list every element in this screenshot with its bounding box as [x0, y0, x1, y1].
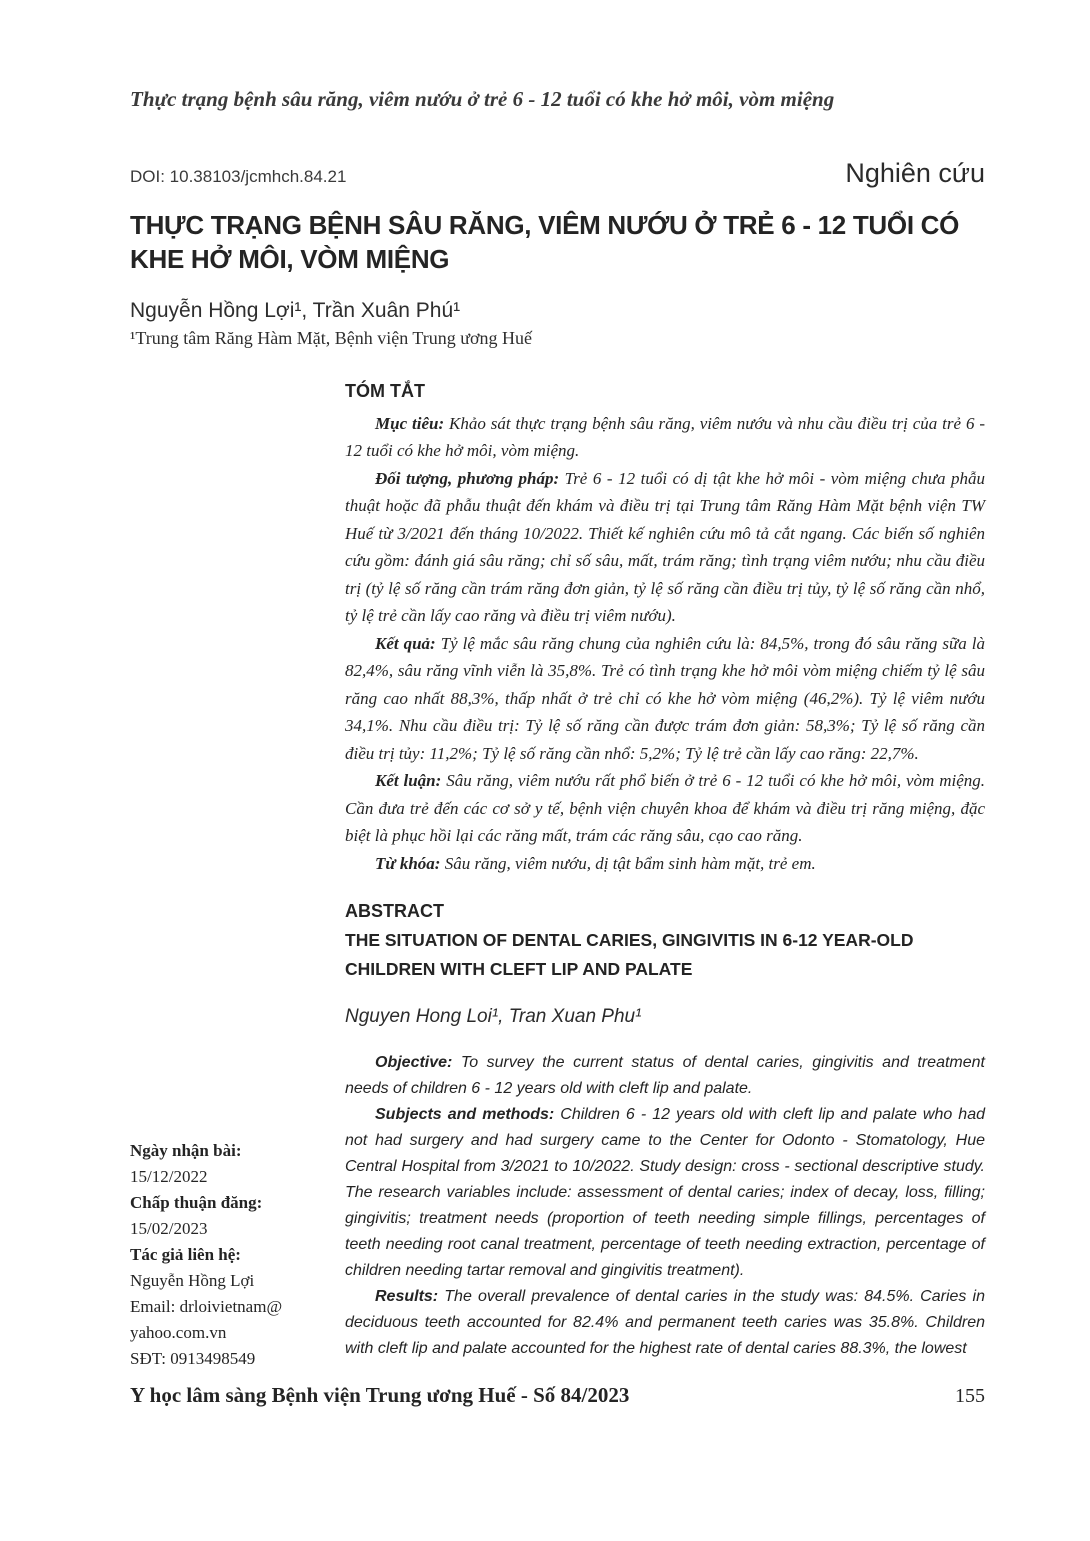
accepted-label: Chấp thuận đăng:: [130, 1193, 263, 1212]
paragraph-label: Kết luận:: [375, 771, 442, 791]
tomtat-paragraph-objective: [345, 410, 985, 465]
tomtat-paragraph-keywords: [345, 850, 985, 878]
doi-row: [130, 158, 985, 189]
article-title: THỰC TRẠNG BỆNH SÂU RĂNG, VIÊM NƯỚU Ở TRẺ 6 - 12 TUỔI CÓ KHE HỞ MÔI, VÒM MIỆNG: [130, 210, 960, 274]
paragraph-text: Children 6 - 12 years old with cleft lip and palate who had not had surgery and had surgery came to the Center for Odonto - Stomatology, Hue Central Hospital from 3/2021 to 10/2022. Study design: cross - sectional descriptive study. The research variables include: assessment of dental caries; index of decay, loss, filling; gingivitis; treatment needs (proportion of teeth needing simple fillings, percentages of teeth needing root canal treatment, percentage of teeth needing extraction, percentage of children needing tartar removal and gingivitis treatment).: [345, 1106, 985, 1280]
phone-number: SĐT: 0913498549: [130, 1349, 256, 1368]
tomtat-heading: TÓM TẮT: [345, 380, 425, 401]
paragraph-label: Từ khóa:: [375, 853, 441, 873]
abstract-english-title: THE SITUATION OF DENTAL CARIES, GINGIVITIS IN 6-12 YEAR-OLD CHILDREN WITH CLEFT LIP AND PALATE: [345, 930, 914, 980]
received-label: Ngày nhận bài:: [130, 1141, 242, 1160]
abstract-paragraph-results: [345, 1284, 985, 1362]
corresponding-author-label: Tác giả liên hệ:: [130, 1245, 241, 1264]
abstract-paragraph-methods: [345, 1102, 985, 1284]
abstract-heading: ABSTRACT: [345, 901, 444, 922]
tomtat-paragraph-conclusion: [345, 767, 985, 850]
section-label: Nghiên cứu: [845, 158, 985, 188]
paragraph-text: Sâu răng, viêm nướu, dị tật bẩm sinh hàm mặt, trẻ em.: [444, 853, 816, 873]
paragraph-label: Mục tiêu:: [375, 413, 445, 433]
paragraph-label: Kết quả:: [375, 633, 436, 653]
corresponding-author-name: Nguyễn Hồng Lợi: [130, 1271, 255, 1290]
abstract-paragraph-objective: [345, 1050, 985, 1102]
received-date: 15/12/2022: [130, 1167, 208, 1186]
paragraph-label: Subjects and methods:: [375, 1106, 555, 1124]
paragraph-text: Tỷ lệ mắc sâu răng chung của nghiên cứu là: 84,5%, trong đó sâu răng sữa là 82,4%, sâu răng vĩnh viễn là 35,8%. Trẻ có tình trạng khe hở môi vòm miệng chiếm tỷ lệ sâu răng cao nhất 88,3%, thấp nhất ở trẻ chỉ có khe hở vòm miệng (46,2%). Tỷ lệ viêm nướu 34,1%. Nhu cầu điều trị: Tỷ lệ số răng cần được trám đơn giản: 58,3%; Tỷ lệ số răng cần điều trị tủy: 11,2%; Tỷ lệ số răng cần nhổ: 5,2%; Tỷ lệ trẻ cần lấy cao răng: 22,7%.: [345, 633, 985, 763]
email-line-2: yahoo.com.vn: [130, 1323, 227, 1342]
tomtat-paragraph-methods: [345, 465, 985, 630]
footer-page-number: 155: [955, 1385, 985, 1407]
abstract-column: [345, 381, 985, 1363]
page-footer: [130, 1383, 985, 1408]
running-head: Thực trạng bệnh sâu răng, viêm nướu ở trẻ 6 - 12 tuổi có khe hở môi, vòm miệng: [130, 87, 835, 111]
article-meta-sidebar: [130, 1138, 310, 1372]
paragraph-label: Đối tượng, phương pháp:: [375, 468, 560, 488]
abstract-english-section: [345, 901, 985, 1362]
paragraph-text: Sâu răng, viêm nướu rất phổ biến ở trẻ 6 - 12 tuổi có khe hở môi, vòm miệng. Cần đưa trẻ đến các cơ sở y tế, bệnh viện chuyên khoa để khám và điều trị răng miệng, đặc biệt là phục hồi lại các răng mất, trám các răng sâu, cạo cao răng.: [345, 771, 985, 846]
article-authors: Nguyễn Hồng Lợi¹, Trần Xuân Phú¹: [130, 298, 461, 322]
abstract-english-authors: Nguyen Hong Loi¹, Tran Xuan Phu¹: [345, 1006, 642, 1028]
paragraph-label: Results:: [375, 1288, 439, 1306]
article-affiliation: ¹Trung tâm Răng Hàm Mặt, Bệnh viện Trung ương Huế: [130, 327, 533, 348]
doi-text: DOI: 10.38103/jcmhch.84.21: [130, 167, 347, 186]
tomtat-paragraph-results: [345, 630, 985, 768]
paragraph-text: Trẻ 6 - 12 tuổi có dị tật khe hở môi - vòm miệng chưa phẫu thuật hoặc đã phẫu thuật đến khám và điều trị tại Trung tâm Răng Hàm Mặt bệnh viện TW Huế từ 3/2021 đến tháng 10/2022. Thiết kế nghiên cứu mô tả cắt ngang. Các biến số nghiên cứu gồm: đánh giá sâu răng; chỉ số sâu, mất, trám răng; tình trạng viêm nướu; nhu cầu điều trị (tỷ lệ số răng cần trám răng đơn giản, tỷ lệ số răng cần điều trị tủy, tỷ lệ số răng cần nhổ, tỷ lệ trẻ cần lấy cao răng và điều trị viêm nướu).: [345, 468, 986, 626]
paragraph-text: To survey the current status of dental caries, gingivitis and treatment needs of children 6 - 12 years old with cleft lip and palate.: [345, 1054, 985, 1098]
paragraph-text: The overall prevalence of dental caries in the study was: 84.5%. Caries in deciduous teeth accounted for 82.4% and permanent teeth caries was 35.8%. Children with cleft lip and palate accounted for the highest rate of dental caries 88.3%, the lowest: [345, 1288, 985, 1358]
email-line-1: Email: drloivietnam@: [130, 1297, 283, 1316]
paragraph-label: Objective:: [375, 1054, 453, 1072]
footer-journal-title: Y học lâm sàng Bệnh viện Trung ương Huế - Số 84/2023: [130, 1383, 630, 1407]
paragraph-text: Khảo sát thực trạng bệnh sâu răng, viêm nướu và nhu cầu điều trị của trẻ 6 - 12 tuổi có khe hở môi, vòm miệng.: [345, 413, 985, 461]
accepted-date: 15/02/2023: [130, 1219, 208, 1238]
